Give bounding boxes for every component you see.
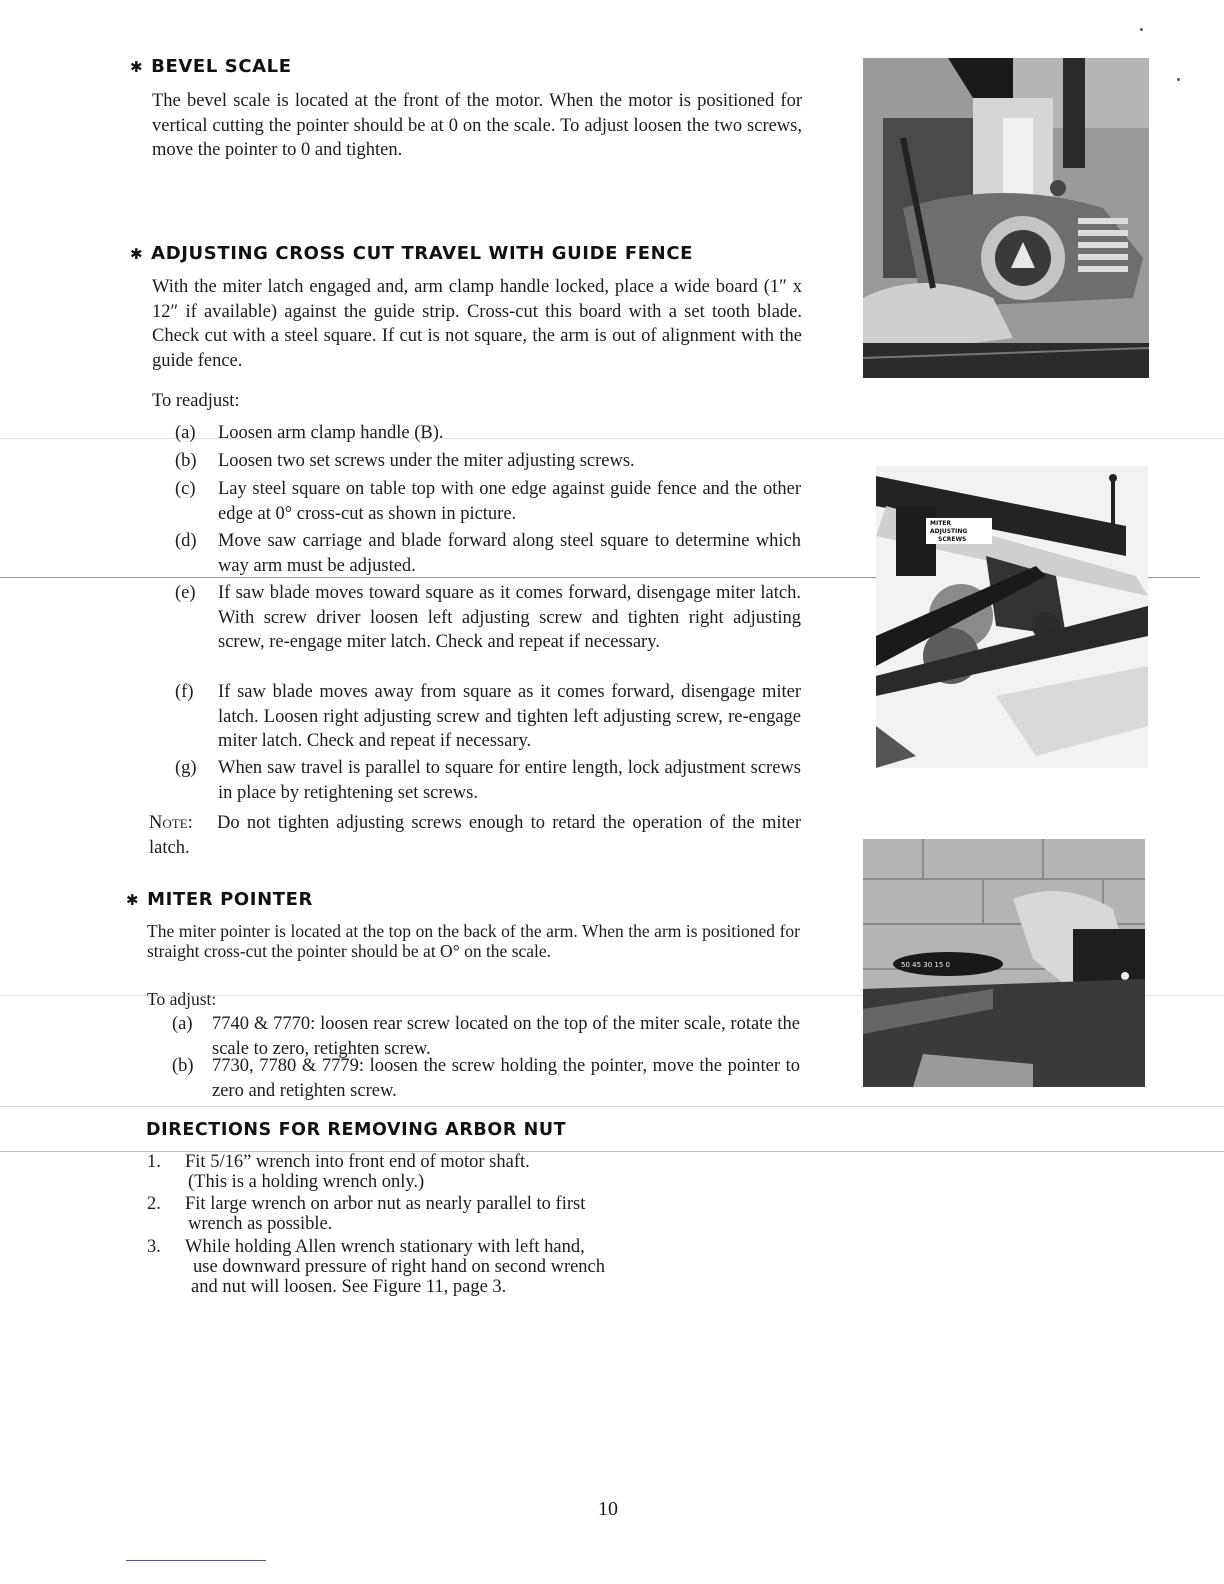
miter-adjusting-screws-photo bbox=[876, 466, 1148, 768]
to-adjust-label: To adjust: bbox=[147, 989, 217, 1009]
miter-pointer-heading: ✱ MITER POINTER bbox=[126, 889, 313, 910]
bullet-icon: ✱ bbox=[130, 245, 144, 263]
step-a: (a) Loosen arm clamp handle (B). bbox=[175, 423, 444, 443]
step-d: (d) Move saw carriage and blade forward along steel square to determine which way arm must be adjusted. bbox=[175, 531, 801, 576]
miter-pointer-photo bbox=[863, 839, 1145, 1087]
step-b: (b) Loosen two set screws under the miter adjusting screws. bbox=[175, 451, 635, 471]
cross-cut-heading: ✱ ADJUSTING CROSS CUT TRAVEL WITH GUIDE FENCE bbox=[130, 243, 694, 264]
miter-step-a: (a) 7740 & 7770: loosen rear screw located on the top of the miter scale, rotate the scale to zero, retighten screw. bbox=[172, 1014, 800, 1059]
arbor-step-1: 1. Fit 5/16” wrench into front end of motor shaft. (This is a holding wrench only.) bbox=[147, 1152, 530, 1192]
miter-pointer-text: The miter pointer is located at the top on the back of the arm. When the arm is positioned for straight cross-cut the pointer should be at O° on the scale. bbox=[147, 921, 800, 961]
arbor-nut-heading: DIRECTIONS FOR REMOVING ARBOR NUT bbox=[146, 1120, 567, 1140]
note bbox=[149, 811, 801, 861]
readjust-label: To readjust: bbox=[152, 391, 240, 411]
cross-cut-text: With the miter latch engaged and, arm clamp handle locked, place a wide board (1″ x 12″ if available) against the guide strip. Cross-cut this board with a set tooth blade. Check cut with a steel square. If cut is not square, the arm is out of alignment with the guide fence. bbox=[152, 277, 802, 371]
note-text: Do not tighten adjusting screws enough to retard the operation of the miter latch. bbox=[149, 813, 801, 858]
scan-speck bbox=[1177, 78, 1180, 81]
bevel-scale-heading: ✱ BEVEL SCALE bbox=[130, 56, 292, 77]
miter-label-line-1: MITER bbox=[930, 520, 952, 527]
bullet-icon: ✱ bbox=[126, 891, 140, 909]
page-number: 10 bbox=[598, 1498, 618, 1520]
step-f: (f) If saw blade moves away from square as it comes forward, disengage miter latch. Loosen right adjusting screw and tighten left adjusting screw, re-engage miter latch. Check and repeat if necessary. bbox=[175, 682, 801, 751]
step-c: (c) Lay steel square on table top with one edge against guide fence and the other edge at 0° cross-cut as shown in picture. bbox=[175, 479, 801, 524]
arbor-step-2: 2. Fit large wrench on arbor nut as nearly parallel to first wrench as possible. bbox=[147, 1194, 586, 1234]
bevel-scale-photo bbox=[863, 58, 1149, 378]
bevel-scale-text: The bevel scale is located at the front of the motor. When the motor is positioned for vertical cutting the pointer should be at 0 on the scale. To adjust loosen the two screws, move the pointer to 0 and tighten. bbox=[152, 91, 802, 160]
bullet-icon: ✱ bbox=[130, 58, 144, 76]
miter-step-b: (b) 7730, 7780 & 7779: loosen the screw holding the pointer, move the pointer to zero and retighten screw. bbox=[172, 1056, 800, 1101]
step-e: (e) If saw blade moves toward square as it comes forward, disengage miter latch. With screw driver loosen left adjusting screw and tighten right adjusting screw, re-engage miter latch. Check and repeat if necessary. bbox=[175, 583, 801, 652]
arbor-step-3: 3. While holding Allen wrench stationary with left hand, use downward pressure of right hand on second wrench and nut will loosen. See Figure 11, page 3. bbox=[147, 1237, 606, 1297]
scan-speck bbox=[1140, 28, 1143, 31]
miter-label-line-3: SCREWS bbox=[938, 536, 967, 543]
scan-line bbox=[0, 1106, 1224, 1107]
footer-line bbox=[126, 1560, 266, 1561]
note-label: Note: bbox=[149, 813, 193, 833]
miter-label-line-2: ADJUSTING bbox=[930, 528, 968, 535]
miter-scale-numbers: 50 45 30 15 0 bbox=[901, 961, 950, 969]
step-g: (g) When saw travel is parallel to square for entire length, lock adjustment screws in place by retightening set screws. bbox=[175, 758, 801, 803]
